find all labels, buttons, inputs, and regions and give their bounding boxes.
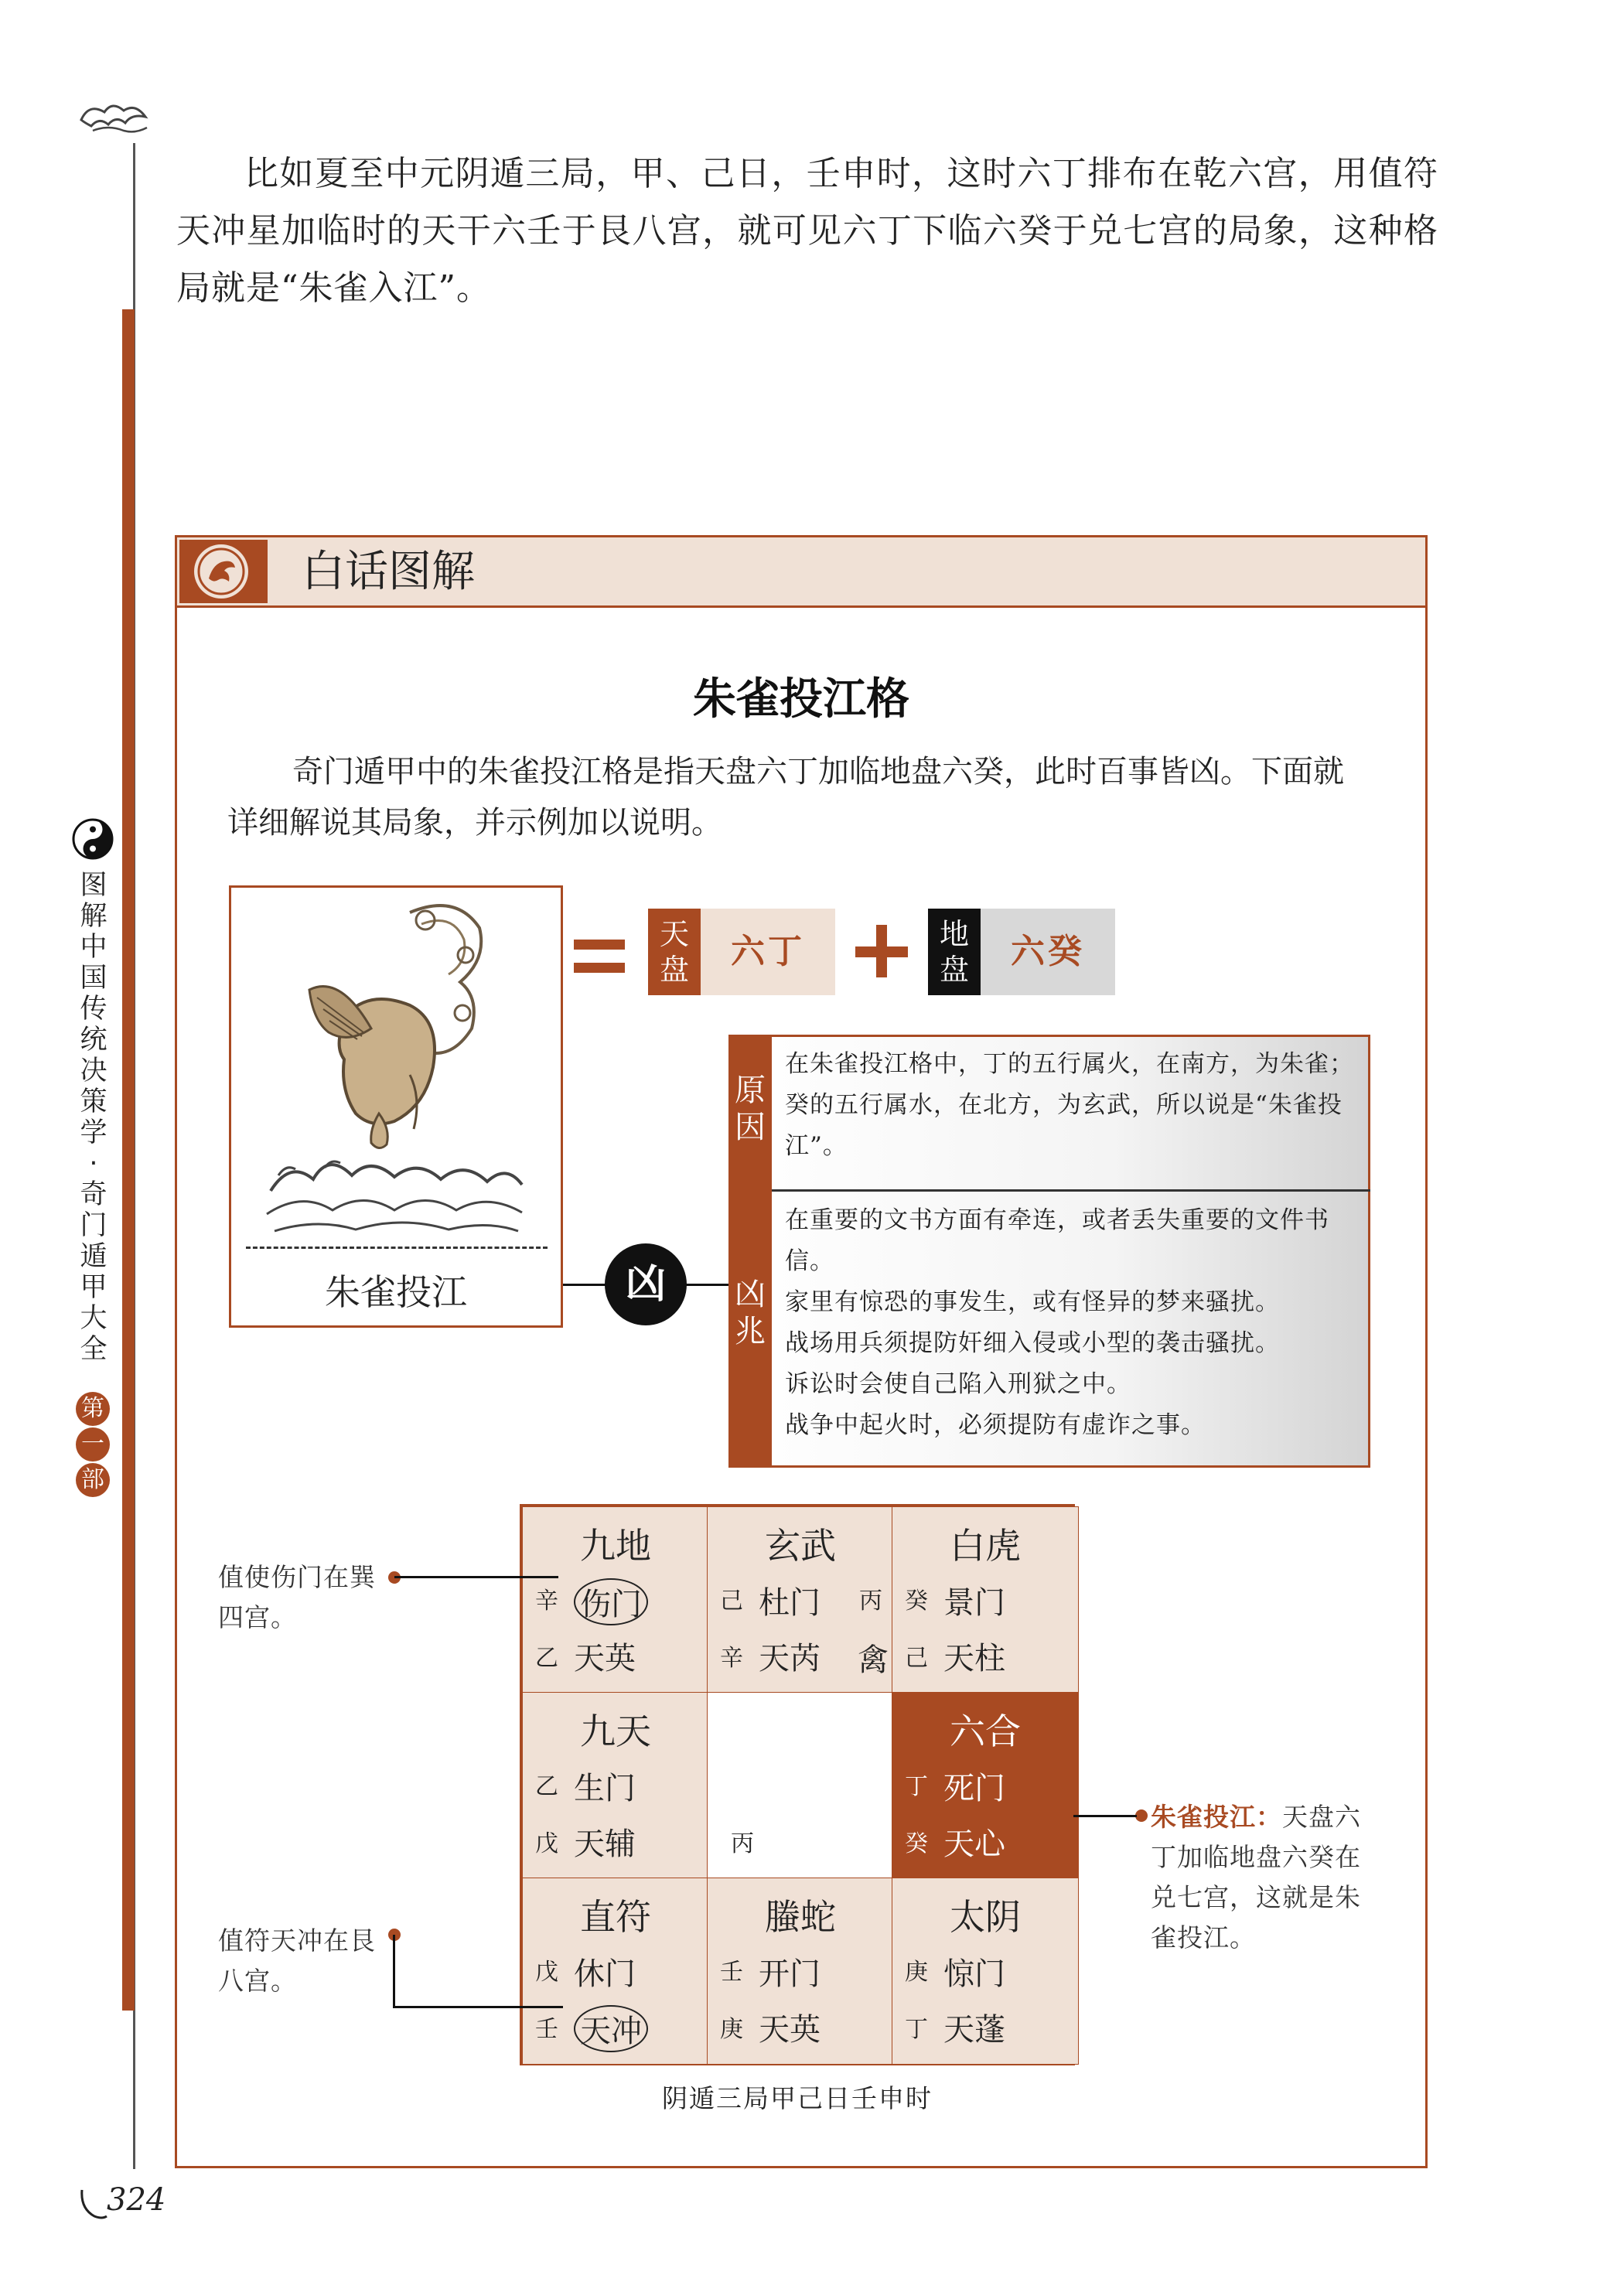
note-envoy: 值使伤门在巽四宫。 — [218, 1562, 376, 1632]
ominous-badge: 凶 — [605, 1243, 687, 1325]
palace-cell — [892, 1506, 1079, 1693]
palace-star: 天蓬 — [943, 2012, 1005, 2048]
series-title-char: 策 — [80, 1086, 107, 1117]
palace-stem-upper: 丁 — [905, 1773, 928, 1800]
omen-label-text: 凶兆 — [735, 1277, 766, 1349]
part-marker-char: 一 — [76, 1427, 110, 1461]
palace-stem-upper: 己 — [720, 1588, 743, 1615]
omen-item: 诉讼时会使自己陷入刑狱之中。 — [785, 1370, 1131, 1398]
palace-stem-upper: 乙 — [535, 1773, 558, 1800]
pointer-dot — [1135, 1809, 1148, 1822]
note-bird-label: 朱雀投江： — [1151, 1802, 1282, 1832]
omen-item: 家里有惊恐的事发生，或有怪异的梦来骚扰。 — [785, 1288, 1280, 1316]
palace-star: 天柱 — [943, 1641, 1005, 1676]
margin-accent-bar — [122, 309, 135, 2011]
equals-icon — [574, 932, 628, 978]
header-divider — [263, 540, 268, 603]
palace-stem-lower: 己 — [905, 1645, 928, 1672]
part-marker-char: 部 — [76, 1463, 110, 1497]
page-flourish-icon — [79, 2185, 110, 2222]
palace-stem-upper: 戊 — [535, 1959, 558, 1986]
series-title-vertical — [76, 870, 111, 1365]
plus-icon — [855, 925, 909, 979]
heaven-plate-label-text: 天盘 — [659, 917, 689, 987]
palace-stem-upper-right: 丙 — [859, 1588, 882, 1615]
note-chief: 值符天冲在艮八宫。 — [218, 1925, 376, 1996]
explanation-divider — [772, 1189, 1370, 1192]
palace-cell — [522, 1692, 709, 1879]
chart-caption: 阴遁三局甲己日壬申时 — [662, 2083, 933, 2113]
series-title-char: 学 — [80, 1117, 107, 1148]
intro-paragraph: 奇门遁甲中的朱雀投江格是指天盘六丁加临地盘六癸，此时百事皆凶。下面就详细解说其局象，并示例加以说明。 — [227, 754, 1344, 841]
phoenix-over-waves-illustration — [255, 897, 534, 1237]
palace-stem-upper: 辛 — [535, 1588, 558, 1615]
palace-stem-lower: 庚 — [720, 2016, 743, 2043]
series-title-char: 遁 — [80, 1241, 107, 1272]
series-title-char: 大 — [80, 1303, 107, 1334]
palace-cell — [892, 1878, 1079, 2065]
omen-label — [728, 1191, 772, 1468]
palace-deity: 玄武 — [765, 1525, 836, 1567]
series-title-char: 统 — [80, 1025, 107, 1056]
palace-gate: 伤门 — [574, 1578, 648, 1625]
earth-plate-label — [928, 909, 981, 995]
series-title-char: · — [89, 1148, 98, 1179]
palace-stem-lower: 丁 — [905, 2016, 928, 2043]
part-marker-char: 第 — [76, 1392, 110, 1426]
pointer-line — [394, 1576, 558, 1578]
pointer-line — [393, 1935, 395, 2007]
yin-yang-icon — [72, 818, 114, 860]
palace-deity: 六合 — [950, 1710, 1021, 1752]
palace-star: 天英 — [759, 2012, 821, 2048]
qimen-chart-grid — [520, 1504, 1075, 2065]
pattern-title: 朱雀投江格 — [693, 674, 909, 725]
caption-dashed-rule — [246, 1247, 548, 1249]
omen-item: 在重要的文书方面有牵连，或者丢失重要的文件书信。 — [785, 1206, 1329, 1275]
palace-gate: 景门 — [943, 1585, 1005, 1621]
series-title-char: 国 — [80, 963, 107, 994]
series-title-char: 中 — [80, 932, 107, 963]
palace-cell — [892, 1692, 1079, 1879]
palace-stem-upper: 庚 — [905, 1959, 928, 1986]
illustration-caption: 朱雀投江 — [325, 1271, 467, 1313]
earth-plate-value: 六癸 — [981, 909, 1115, 995]
palace-gate: 惊门 — [943, 1956, 1005, 1992]
palace-stem-upper: 壬 — [720, 1959, 743, 1986]
reason-label — [728, 1035, 772, 1191]
palace-deity: 太阴 — [950, 1896, 1021, 1938]
series-title-char: 决 — [80, 1056, 107, 1086]
palace-gate: 休门 — [574, 1956, 636, 1992]
palace-gate: 死门 — [943, 1771, 1005, 1806]
palace-gate: 开门 — [759, 1956, 821, 1992]
omen-list — [785, 1200, 1361, 1446]
palace-deity: 白虎 — [950, 1525, 1021, 1567]
cloud-ornament-icon — [77, 97, 151, 135]
reason-label-text: 原因 — [735, 1073, 766, 1145]
omen-item: 战场用兵须提防奸细入侵或小型的袭击骚扰。 — [785, 1329, 1280, 1357]
omen-item: 战争中起火时，必须提防有虚诈之事。 — [785, 1411, 1206, 1439]
palace-deity: 九天 — [580, 1710, 651, 1752]
palace-star: 天芮 — [759, 1641, 821, 1676]
series-title-char: 门 — [80, 1210, 107, 1241]
palace-gate: 杜门 — [759, 1585, 821, 1621]
palace-star: 天辅 — [574, 1826, 636, 1862]
series-title-char: 传 — [80, 994, 107, 1025]
palace-stem-lower: 癸 — [905, 1830, 928, 1857]
palace-stem-lower: 戊 — [535, 1830, 558, 1857]
page-number: 324 — [107, 2182, 166, 2218]
series-title-char: 全 — [80, 1334, 107, 1365]
pointer-line — [1073, 1815, 1137, 1817]
palace-deity: 直符 — [580, 1896, 651, 1938]
palace-cell — [522, 1506, 709, 1693]
series-title-char: 甲 — [80, 1272, 107, 1303]
note-bird — [1151, 1797, 1383, 1958]
palace-star: 天冲 — [574, 2005, 648, 2052]
palace-deity: 九地 — [580, 1525, 651, 1567]
earth-plate-label-text: 地盘 — [939, 917, 969, 987]
palace-stem-lower: 辛 — [720, 1645, 743, 1672]
palace-star: 天英 — [574, 1641, 636, 1676]
series-title-char: 解 — [80, 901, 107, 932]
palace-stem-lower: 壬 — [535, 2016, 558, 2043]
palace-gate: 生门 — [574, 1771, 636, 1806]
reason-text: 在朱雀投江格中，丁的五行属火，在南方，为朱雀；癸的五行属水，在北方，为玄武，所以说是“朱雀投江”。 — [785, 1050, 1354, 1160]
palace-star-extra: 禽 — [858, 1642, 889, 1678]
top-paragraph: 比如夏至中元阴遁三局，甲、己日，壬申时，这时六丁排布在乾六宫，用值符天冲星加临时的天干六壬于艮八宫，就可见六丁下临六癸于兑七宫的局象，这种格局就是“朱雀入江”。 — [176, 154, 1438, 308]
palace-cell — [707, 1878, 894, 2065]
palace-cell — [522, 1878, 709, 2065]
note-bird-text: 天盘六丁加临地盘六癸在兑七宫，这就是朱雀投江。 — [1151, 1802, 1361, 1953]
palace-cell — [707, 1506, 894, 1693]
palace-cell — [707, 1692, 894, 1879]
heaven-plate-value: 六丁 — [701, 909, 835, 995]
pointer-line — [393, 2006, 563, 2008]
heaven-plate-label — [648, 909, 701, 995]
panel-header-title: 白话图解 — [302, 547, 475, 597]
palace-stem-lower: 丙 — [731, 1830, 754, 1857]
part-marker — [76, 1392, 111, 1499]
palace-stem-upper: 癸 — [905, 1588, 928, 1615]
series-title-char: 奇 — [80, 1179, 107, 1210]
palace-stem-lower: 乙 — [535, 1645, 558, 1672]
palace-deity: 螣蛇 — [765, 1896, 836, 1938]
phoenix-seal-icon — [179, 540, 263, 603]
series-title-char: 图 — [80, 870, 107, 901]
palace-star: 天心 — [943, 1826, 1005, 1862]
